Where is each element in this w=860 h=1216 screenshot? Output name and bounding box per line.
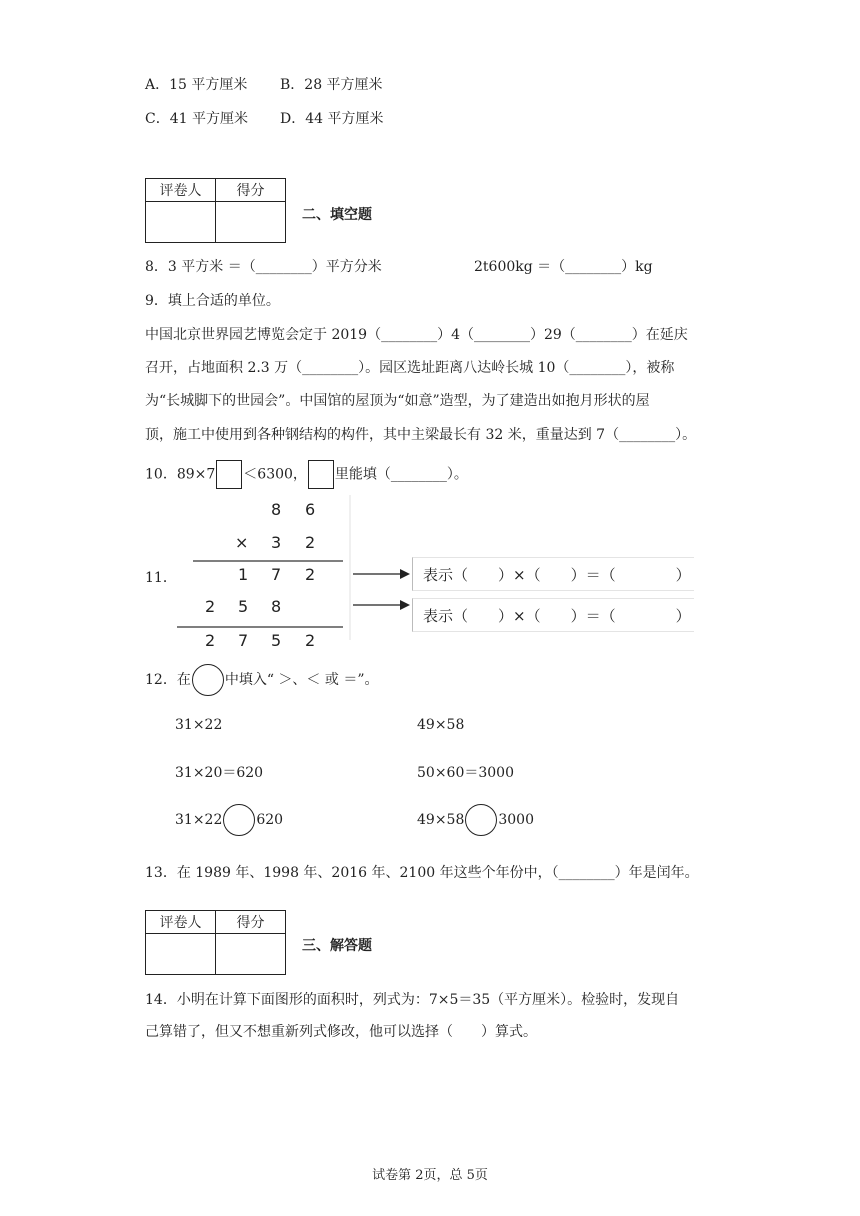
reviewer-cell	[146, 934, 216, 975]
digit: 8	[271, 597, 282, 616]
question-11	[145, 495, 705, 650]
blank-box	[308, 460, 334, 489]
reviewer-header: 评卷人	[146, 179, 216, 202]
reviewer-header: 评卷人	[146, 911, 216, 934]
q12-prefix: 12．在	[145, 672, 191, 688]
score-cell	[216, 934, 286, 975]
question-9-line: 中国北京世界园艺博览会定于 2019（________）4（________）29（________）在延庆	[145, 327, 688, 343]
section2-title: 二、填空题	[302, 207, 372, 223]
digit: 2	[305, 631, 316, 650]
option-a: A．15 平方厘米	[145, 77, 248, 93]
blank-box	[216, 460, 242, 489]
question-9-prompt: 9．填上合适的单位。	[145, 293, 280, 309]
q12-right-3	[417, 804, 534, 836]
question-13: 13．在 1989 年、1998 年、2016 年、2100 年这些个年份中，（________）年是闰年。	[145, 865, 699, 881]
digit: 5	[238, 597, 249, 616]
digit: 2	[305, 565, 316, 584]
score-table-section2	[145, 178, 286, 243]
score-header: 得分	[216, 179, 286, 202]
question-9-line: 为“长城脚下的世园会”。中国馆的屋顶为“如意”造型，为了建造出如抱月形状的屋	[145, 393, 650, 409]
digit: 1	[238, 565, 249, 584]
q10-expression: 10．89×7	[145, 466, 216, 483]
score-table-section3	[145, 910, 286, 975]
q12-left-1: 31×22	[175, 717, 223, 733]
times-sign: ×	[235, 533, 249, 552]
blank-circle	[192, 664, 224, 696]
question-10	[145, 460, 468, 489]
digit: 2	[305, 533, 316, 552]
digit: 8	[271, 500, 282, 519]
q11-explain-box: 表示（ ）×（ ）＝（ ）	[412, 557, 694, 591]
digit: 7	[238, 631, 249, 650]
q12-left-2: 31×20＝620	[175, 765, 264, 781]
reviewer-cell	[146, 202, 216, 243]
q12-right-2: 50×60＝3000	[417, 765, 514, 781]
q12-left-3	[175, 804, 283, 836]
q12-left-expr: 31×22	[175, 812, 223, 828]
q12-left-value: 620	[256, 812, 284, 828]
question-14-line: 己算错了，但又不想重新列式修改，他可以选择（ ）算式。	[145, 1024, 537, 1040]
question-8-left: 8．3 平方米 ＝（________）平方分米	[145, 259, 382, 275]
question-9-line: 召开，占地面积 2.3 万（________）。园区选址距离八达岭长城 10（________），被称	[145, 360, 675, 376]
page-footer: 试卷第 2页，总 5页	[372, 1168, 488, 1183]
question-12-prompt	[145, 664, 379, 696]
digit: 3	[271, 533, 282, 552]
section3-title: 三、解答题	[302, 938, 372, 954]
q11-explain-box: 表示（ ）×（ ）＝（ ）	[412, 598, 694, 632]
question-14-line: 14．小明在计算下面图形的面积时，列式为：7×5＝35（平方厘米）。检验时，发现自	[145, 992, 680, 1008]
q11-label: 11．	[145, 570, 177, 586]
q10-answer: 里能填（________）。	[334, 466, 468, 483]
q10-compare: ＜6300，	[243, 466, 307, 483]
digit: 2	[205, 597, 216, 616]
blank-circle	[465, 804, 497, 836]
digit: 7	[271, 565, 282, 584]
digit: 2	[205, 631, 216, 650]
question-8-right: 2t600kg ＝（________）kg	[474, 259, 653, 275]
score-cell	[216, 202, 286, 243]
q12-right-value: 3000	[498, 812, 534, 828]
question-9-line: 顶，施工中使用到各种钢结构的构件，其中主梁最长有 32 米，重量达到 7（________）。	[145, 427, 697, 443]
option-b: B．28 平方厘米	[280, 77, 383, 93]
option-c: C．41 平方厘米	[145, 111, 248, 127]
score-header: 得分	[216, 911, 286, 934]
digit: 5	[271, 631, 282, 650]
blank-circle	[223, 804, 255, 836]
q12-right-expr: 49×58	[417, 812, 465, 828]
q12-right-1: 49×58	[417, 717, 465, 733]
q12-suffix: 中填入“ ＞、＜ 或 ＝”。	[224, 672, 379, 688]
option-d: D．44 平方厘米	[280, 111, 384, 127]
digit: 6	[305, 500, 316, 519]
